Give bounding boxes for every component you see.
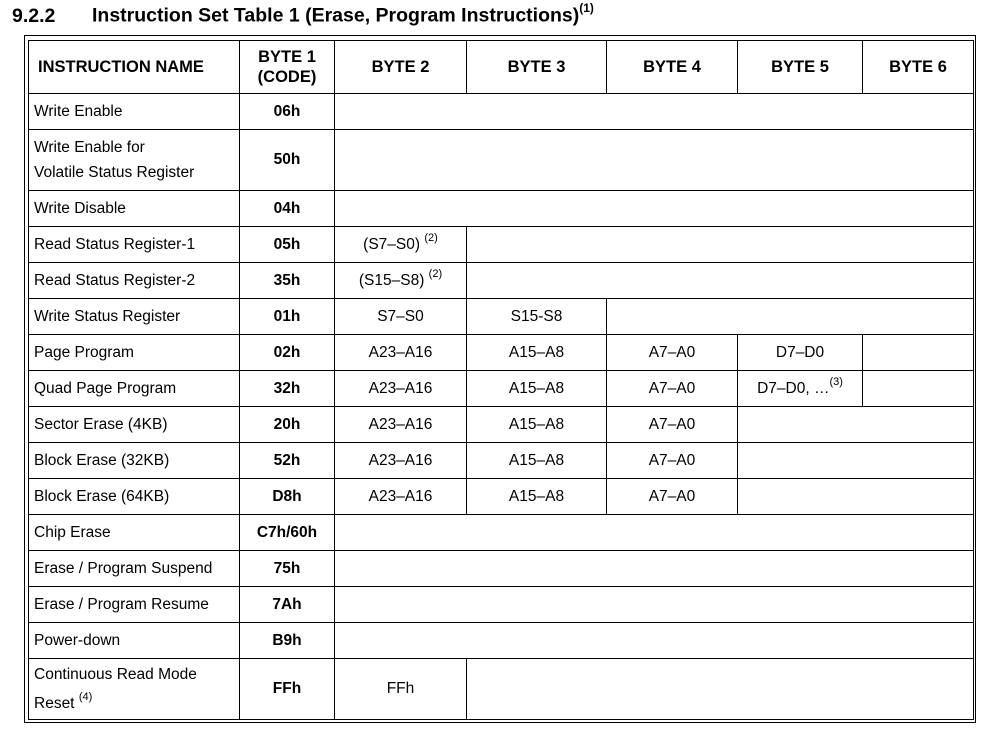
instruction-code: B9h bbox=[240, 623, 335, 659]
table-row bbox=[29, 551, 974, 587]
instruction-name: Sector Erase (4KB) bbox=[29, 407, 240, 443]
header-byte5: BYTE 5 bbox=[738, 41, 863, 94]
section-number: 9.2.2 bbox=[12, 4, 56, 27]
table-row bbox=[29, 623, 974, 659]
empty-cell bbox=[863, 371, 974, 407]
instruction-code: D8h bbox=[240, 479, 335, 515]
empty-cell bbox=[335, 94, 974, 130]
byte2-cell: A23–A16 bbox=[335, 479, 467, 515]
instruction-code: 52h bbox=[240, 443, 335, 479]
byte3-cell: A15–A8 bbox=[467, 371, 607, 407]
byte2-cell: FFh bbox=[335, 659, 467, 720]
byte5-cell bbox=[738, 371, 863, 407]
instruction-name: Block Erase (64KB) bbox=[29, 479, 240, 515]
header-instruction-name: INSTRUCTION NAME bbox=[29, 41, 240, 94]
header-byte1-line1: BYTE 1 bbox=[258, 48, 316, 66]
byte4-cell: A7–A0 bbox=[607, 443, 738, 479]
empty-cell bbox=[335, 623, 974, 659]
table-row bbox=[29, 94, 974, 130]
table-row bbox=[29, 587, 974, 623]
empty-cell bbox=[607, 299, 974, 335]
instruction-code: 02h bbox=[240, 335, 335, 371]
empty-cell bbox=[335, 191, 974, 227]
table-row bbox=[29, 263, 974, 299]
instruction-code: 05h bbox=[240, 227, 335, 263]
header-byte6: BYTE 6 bbox=[863, 41, 974, 94]
byte3-cell: A15–A8 bbox=[467, 335, 607, 371]
instruction-code: 20h bbox=[240, 407, 335, 443]
header-byte4: BYTE 4 bbox=[607, 41, 738, 94]
table-row bbox=[29, 130, 974, 191]
table-row bbox=[29, 191, 974, 227]
table-row bbox=[29, 371, 974, 407]
empty-cell bbox=[467, 659, 974, 720]
table-row bbox=[29, 479, 974, 515]
instruction-code: 01h bbox=[240, 299, 335, 335]
byte4-cell: A7–A0 bbox=[607, 371, 738, 407]
instruction-code: C7h/60h bbox=[240, 515, 335, 551]
instruction-name: Power-down bbox=[29, 623, 240, 659]
header-row bbox=[29, 41, 974, 94]
empty-cell bbox=[335, 551, 974, 587]
instruction-name: Page Program bbox=[29, 335, 240, 371]
instruction-name: Read Status Register-2 bbox=[29, 263, 240, 299]
instruction-code: FFh bbox=[240, 659, 335, 720]
empty-cell bbox=[738, 479, 974, 515]
instruction-name bbox=[29, 659, 240, 720]
empty-cell bbox=[467, 263, 974, 299]
instruction-code: 7Ah bbox=[240, 587, 335, 623]
instruction-set-table bbox=[28, 40, 974, 720]
byte5-value: D7–D0, … bbox=[757, 380, 830, 398]
instruction-name-line1: Continuous Read Mode bbox=[34, 665, 197, 683]
instruction-name: Erase / Program Suspend bbox=[29, 551, 240, 587]
footnote-ref: (3) bbox=[829, 376, 843, 389]
instruction-name: Write Enable bbox=[29, 94, 240, 130]
section-title: Instruction Set Table 1 (Erase, Program Instructions) bbox=[92, 4, 580, 27]
empty-cell bbox=[335, 515, 974, 551]
instruction-code: 75h bbox=[240, 551, 335, 587]
instruction-code: 06h bbox=[240, 94, 335, 130]
empty-cell bbox=[335, 587, 974, 623]
title-footnote-ref: (1) bbox=[579, 1, 594, 15]
header-byte2: BYTE 2 bbox=[335, 41, 467, 94]
footnote-ref: (2) bbox=[424, 232, 438, 245]
table-row bbox=[29, 335, 974, 371]
empty-cell bbox=[738, 407, 974, 443]
byte5-cell: D7–D0 bbox=[738, 335, 863, 371]
empty-cell bbox=[467, 227, 974, 263]
byte2-value: (S7–S0) bbox=[363, 236, 421, 254]
instruction-code: 32h bbox=[240, 371, 335, 407]
footnote-ref: (2) bbox=[428, 268, 443, 281]
byte2-cell bbox=[335, 227, 467, 263]
table-row bbox=[29, 515, 974, 551]
header-byte1 bbox=[240, 41, 335, 94]
instruction-name: Chip Erase bbox=[29, 515, 240, 551]
byte2-value: (S15–S8) bbox=[358, 272, 425, 290]
table-row bbox=[29, 299, 974, 335]
header-byte1-line2: (CODE) bbox=[257, 68, 317, 86]
byte2-cell: A23–A16 bbox=[335, 443, 467, 479]
table-row bbox=[29, 407, 974, 443]
instruction-name-line1: Write Enable for bbox=[34, 139, 145, 156]
table-row bbox=[29, 227, 974, 263]
instruction-name: Quad Page Program bbox=[29, 371, 240, 407]
instruction-name: Block Erase (32KB) bbox=[29, 443, 240, 479]
byte4-cell: A7–A0 bbox=[607, 479, 738, 515]
empty-cell bbox=[335, 130, 974, 191]
byte3-cell: A15–A8 bbox=[467, 443, 607, 479]
byte2-cell bbox=[335, 263, 467, 299]
header-byte3: BYTE 3 bbox=[467, 41, 607, 94]
byte2-cell: A23–A16 bbox=[335, 371, 467, 407]
instruction-name: Erase / Program Resume bbox=[29, 587, 240, 623]
byte4-cell: A7–A0 bbox=[607, 407, 738, 443]
table-row bbox=[29, 659, 974, 720]
instruction-name: Read Status Register-1 bbox=[29, 227, 240, 263]
byte2-cell: A23–A16 bbox=[335, 335, 467, 371]
footnote-ref: (4) bbox=[78, 690, 93, 703]
instruction-name bbox=[29, 130, 240, 191]
empty-cell bbox=[863, 335, 974, 371]
section-heading bbox=[12, 3, 594, 28]
instruction-name: Write Disable bbox=[29, 191, 240, 227]
table-row bbox=[29, 443, 974, 479]
byte3-cell: S15-S8 bbox=[467, 299, 607, 335]
byte4-cell: A7–A0 bbox=[607, 335, 738, 371]
empty-cell bbox=[738, 443, 974, 479]
byte2-cell: A23–A16 bbox=[335, 407, 467, 443]
byte3-cell: A15–A8 bbox=[467, 479, 607, 515]
instruction-name-line2: Volatile Status Register bbox=[34, 164, 195, 181]
byte2-cell: S7–S0 bbox=[335, 299, 467, 335]
instruction-name-line2: Reset bbox=[34, 695, 75, 713]
instruction-code: 04h bbox=[240, 191, 335, 227]
instruction-code: 35h bbox=[240, 263, 335, 299]
byte3-cell: A15–A8 bbox=[467, 407, 607, 443]
instruction-name: Write Status Register bbox=[29, 299, 240, 335]
instruction-code: 50h bbox=[240, 130, 335, 191]
